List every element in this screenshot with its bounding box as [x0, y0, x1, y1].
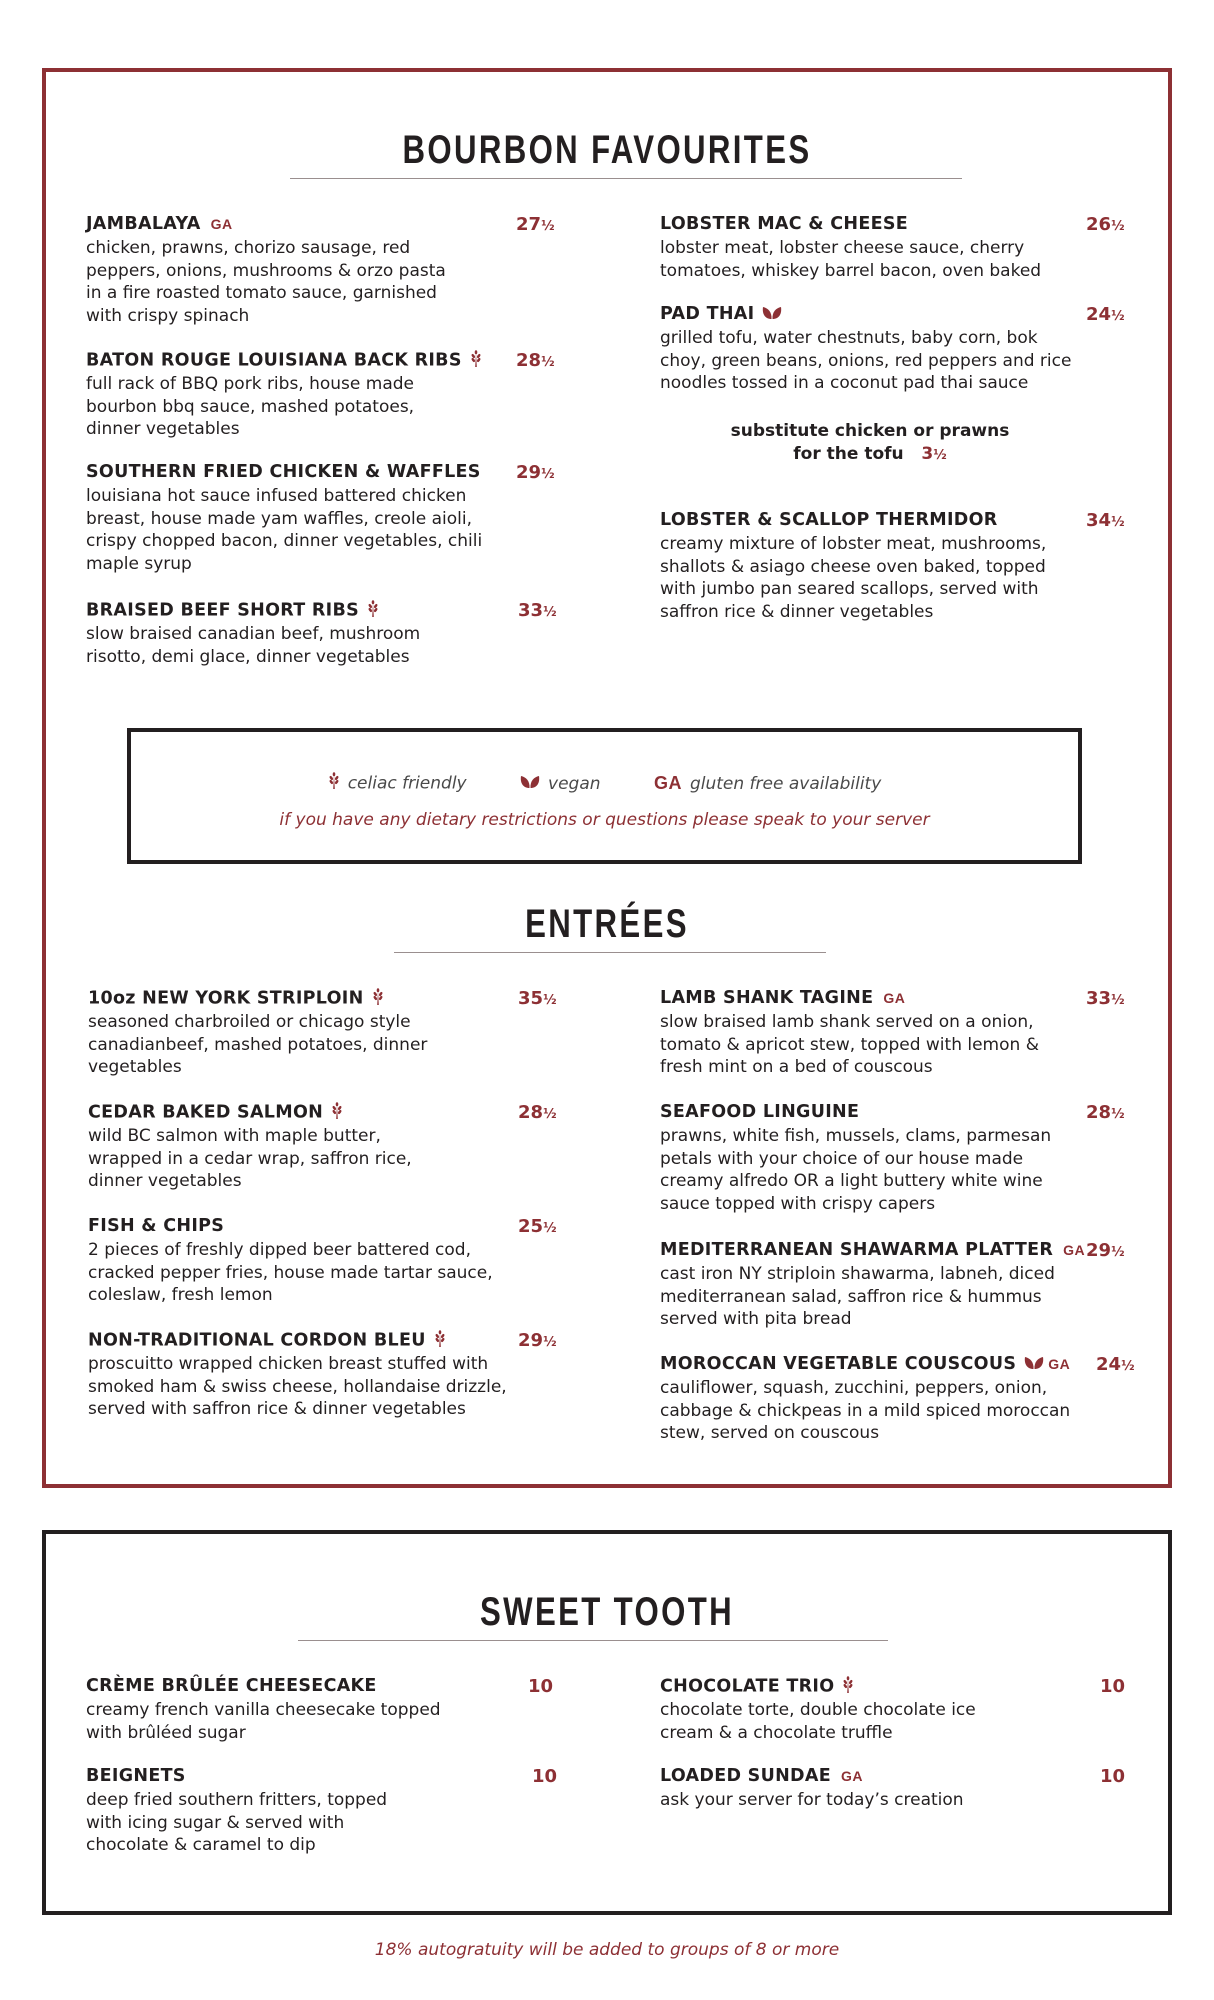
item-name: SOUTHERN FRIED CHICKEN & WAFFLES — [86, 462, 481, 482]
item-description: prawns, white fish, mussels, clams, parmesan petals with your choice of our house made creamy alfredo OR a light buttery white wine sauce topped with crispy capers — [660, 1126, 1052, 1214]
item-price: 29½ — [518, 1330, 557, 1351]
item-name: CRÈME BRÛLÉE CHEESECAKE — [86, 1676, 377, 1696]
item-description: chicken, prawns, chorizo sausage, red peppers, onions, mushrooms & orzo pasta in a fire roasted tomato sauce, garnished with crispy spinach — [86, 238, 446, 326]
item-price: 28½ — [1086, 1102, 1125, 1123]
legend-ga: GA gluten free availability — [653, 773, 882, 794]
item-price: 28½ — [516, 350, 555, 371]
leaf-icon — [520, 774, 540, 794]
item-name: MOROCCAN VEGETABLE COUSCOUS — [660, 1354, 1017, 1374]
item-name: BEIGNETS — [86, 1766, 186, 1786]
item-description: deep fried southern fritters, topped with icing sugar & served with chocolate & caramel to dip — [86, 1790, 388, 1855]
ga-badge: GA — [1063, 1242, 1086, 1258]
autogratuity-note: 18% autogratuity will be added to groups of 8 or more — [374, 1940, 840, 1960]
menu-item-beignets — [86, 1766, 556, 1857]
menu-item-shawarma-platter — [660, 1240, 1130, 1331]
item-name: BRAISED BEEF SHORT RIBS — [86, 600, 360, 621]
item-name: FISH & CHIPS — [88, 1216, 225, 1236]
menu-item-lamb-shank — [660, 988, 1130, 1079]
menu-item-seafood-linguine — [660, 1102, 1130, 1215]
item-price: 28½ — [518, 1102, 557, 1123]
wheat-icon — [372, 988, 384, 1010]
item-price: 10 — [1100, 1766, 1126, 1787]
item-price: 24½ — [1096, 1354, 1135, 1375]
wheat-icon — [470, 350, 482, 372]
title-rule — [298, 1640, 888, 1641]
item-price: 34½ — [1086, 510, 1125, 531]
item-description: 2 pieces of freshly dipped beer battered cod, cracked pepper fries, house made tartar sauce, coleslaw, fresh lemon — [88, 1240, 493, 1305]
item-price: 24½ — [1086, 304, 1125, 325]
ga-badge: GA — [210, 216, 233, 232]
ga-badge: GA — [1048, 1356, 1071, 1372]
menu-item-chocolate-trio — [660, 1676, 1130, 1744]
item-description: cast iron NY striploin shawarma, labneh, diced mediterranean salad, saffron rice & hummus served with pita bread — [660, 1264, 1055, 1329]
item-price: 27½ — [516, 214, 555, 235]
menu-item-moroccan-couscous — [660, 1354, 1135, 1445]
item-name: LAMB SHANK TAGINE — [660, 988, 874, 1008]
section-title-bourbon: BOURBON FAVOURITES — [402, 128, 812, 172]
wheat-icon — [842, 1676, 854, 1698]
item-description: creamy mixture of lobster meat, mushrooms, shallots & asiago cheese oven baked, topped with jumbo pan seared scallops, served with saffron rice & dinner vegetables — [660, 534, 1047, 622]
item-price: 33½ — [1086, 988, 1125, 1009]
legend-celiac: celiac friendly — [328, 772, 467, 795]
item-name: SEAFOOD LINGUINE — [660, 1102, 860, 1122]
section-title-sweet-tooth: SWEET TOOTH — [480, 1590, 734, 1634]
dietary-legend — [127, 728, 1082, 864]
item-name: LOBSTER & SCALLOP THERMIDOR — [660, 510, 998, 530]
item-price: 33½ — [518, 600, 557, 621]
item-name: CEDAR BAKED SALMON — [88, 1102, 324, 1123]
ga-badge: GA — [883, 990, 906, 1006]
item-name: LOADED SUNDAE — [660, 1766, 831, 1786]
menu-item-fish-chips — [88, 1216, 558, 1307]
item-price: 10 — [1100, 1676, 1126, 1697]
item-price: 35½ — [518, 988, 557, 1009]
item-description: seasoned charbroiled or chicago style canadianbeef, mashed potatoes, dinner vegetables — [88, 1012, 428, 1077]
item-description: wild BC salmon with maple butter, wrapped in a cedar wrap, saffron rice, dinner vegetables — [88, 1126, 412, 1191]
item-description: slow braised canadian beef, mushroom risotto, demi glace, dinner vegetables — [86, 624, 421, 667]
item-description: creamy french vanilla cheesecake topped with brûléed sugar — [86, 1700, 441, 1743]
item-description: ask your server for today’s creation — [660, 1790, 964, 1810]
menu-item-fried-chicken-waffles — [86, 462, 556, 575]
item-name: NON-TRADITIONAL CORDON BLEU — [88, 1330, 426, 1351]
title-rule — [290, 178, 962, 179]
wheat-icon — [328, 772, 340, 795]
wheat-icon — [367, 600, 379, 622]
ga-badge: GA — [840, 1768, 863, 1784]
menu-item-back-ribs — [86, 350, 556, 441]
menu-item-creme-brulee-cheesecake — [86, 1676, 556, 1744]
menu-item-ny-striploin — [88, 988, 558, 1079]
menu-item-pad-thai — [660, 304, 1130, 395]
legend-vegan: vegan — [520, 774, 601, 794]
item-description: chocolate torte, double chocolate ice cream & a chocolate truffle — [660, 1700, 976, 1743]
title-rule — [394, 952, 826, 953]
item-price: 10 — [528, 1676, 554, 1697]
item-price: 26½ — [1086, 214, 1125, 235]
item-description: proscuitto wrapped chicken breast stuffed with smoked ham & swiss cheese, hollandaise drizzle, served with saffron rice & dinner vegetables — [88, 1354, 507, 1419]
item-name: CHOCOLATE TRIO — [660, 1676, 835, 1697]
leaf-icon — [762, 305, 782, 324]
item-name: MEDITERRANEAN SHAWARMA PLATTER — [660, 1240, 1054, 1260]
item-name: 10oz NEW YORK STRIPLOIN — [88, 988, 364, 1009]
item-description: lobster meat, lobster cheese sauce, cherry tomatoes, whiskey barrel bacon, oven baked — [660, 238, 1042, 281]
menu-item-loaded-sundae — [660, 1766, 1130, 1812]
wheat-icon — [434, 1330, 446, 1352]
item-price: 29½ — [1086, 1240, 1125, 1261]
item-name: BATON ROUGE LOUISIANA BACK RIBS — [86, 350, 462, 371]
menu-item-short-ribs — [86, 600, 556, 668]
item-price: 10 — [532, 1766, 558, 1787]
menu-item-jambalaya — [86, 214, 556, 327]
ga-badge: GA — [653, 773, 682, 793]
wheat-icon — [331, 1102, 343, 1124]
legend-row — [131, 772, 1078, 795]
item-name: LOBSTER MAC & CHEESE — [660, 214, 909, 234]
pad-thai-substitute-note: substitute chicken or prawns for the tofu 3½ — [730, 421, 1010, 464]
menu-item-lobster-scallop-thermidor — [660, 510, 1130, 623]
menu-item-cedar-salmon — [88, 1102, 558, 1193]
item-price: 25½ — [518, 1216, 557, 1237]
menu-item-lobster-mac — [660, 214, 1130, 282]
item-description: louisiana hot sauce infused battered chicken breast, house made yam waffles, creole aioli, crispy chopped bacon, dinner vegetables, chili maple syrup — [86, 486, 483, 574]
menu-item-cordon-bleu — [88, 1330, 558, 1421]
item-name: JAMBALAYA — [86, 214, 201, 234]
item-name: PAD THAI — [660, 304, 755, 324]
dietary-note: if you have any dietary restrictions or questions please speak to your server — [279, 810, 930, 830]
item-price: 29½ — [516, 462, 555, 483]
item-description: grilled tofu, water chestnuts, baby corn, bok choy, green beans, onions, red peppers and rice noodles tossed in a coconut pad thai sauce — [660, 328, 1072, 393]
item-description: full rack of BBQ pork ribs, house made bourbon bbq sauce, mashed potatoes, dinner vegetables — [86, 374, 415, 439]
item-description: slow braised lamb shank served on a onion, tomato & apricot stew, topped with lemon & fresh mint on a bed of couscous — [660, 1012, 1039, 1077]
section-title-entrees: ENTRÉES — [525, 902, 689, 946]
item-description: cauliflower, squash, zucchini, peppers, onion, cabbage & chickpeas in a mild spiced moroccan stew, served on couscous — [660, 1378, 1071, 1443]
leaf-icon — [1024, 1355, 1044, 1374]
